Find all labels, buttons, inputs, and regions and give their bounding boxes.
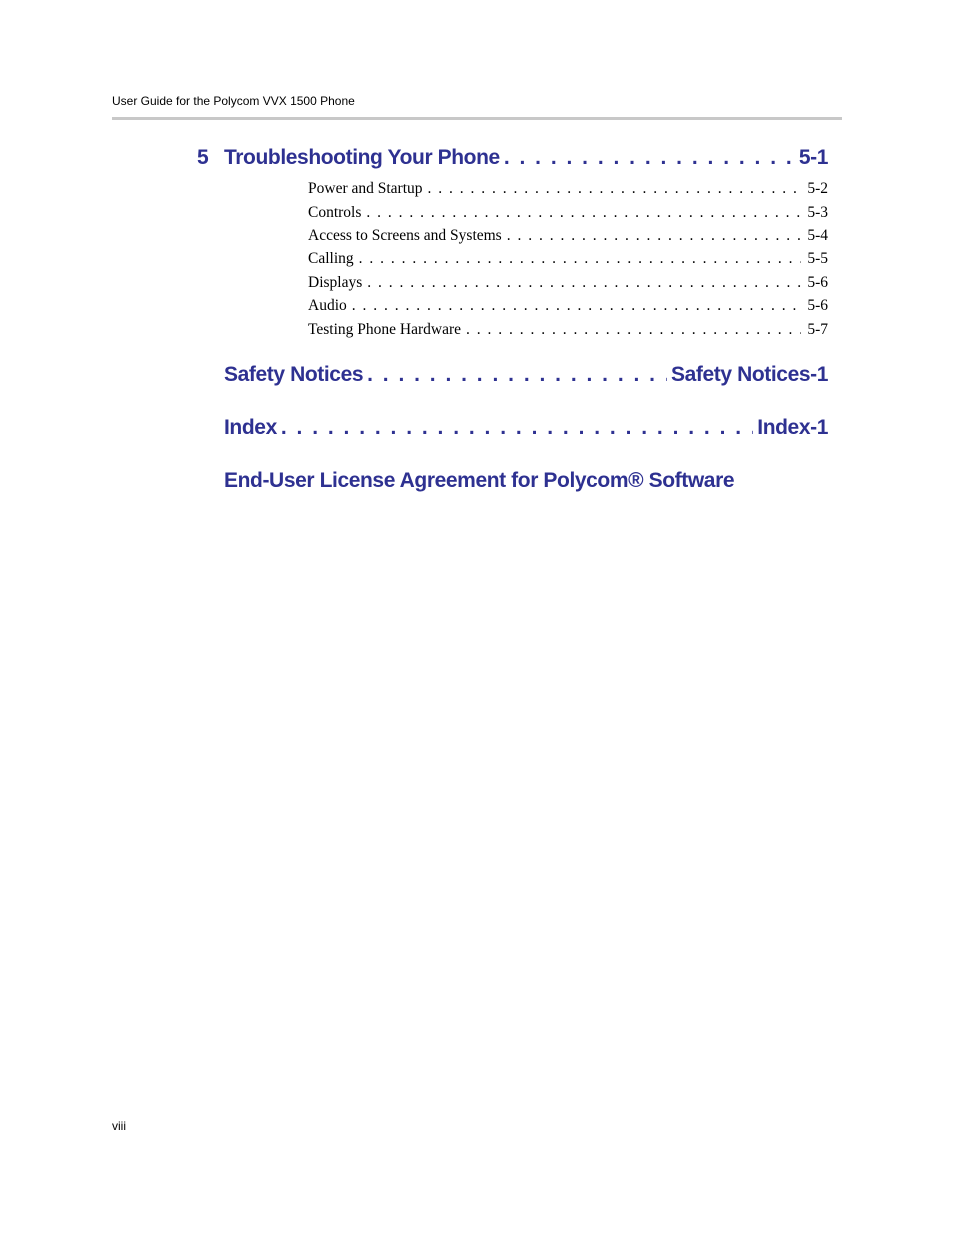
section-title: Controls [308, 204, 362, 221]
toc-section[interactable] [308, 227, 828, 245]
toc-chapter-5[interactable] [197, 146, 828, 170]
toc-index[interactable] [224, 416, 828, 440]
dot-leader [507, 227, 801, 245]
section-page: 5-7 [807, 321, 828, 338]
index-page: Index-1 [757, 416, 828, 439]
toc-section[interactable] [308, 180, 828, 198]
section-page: 5-5 [807, 250, 828, 267]
toc-eula[interactable]: End-User License Agreement for Polycom® Software [224, 469, 735, 492]
header-rule [112, 117, 842, 120]
safety-title: Safety Notices [224, 363, 364, 386]
section-title: Displays [308, 274, 363, 291]
section-title: Access to Screens and Systems [308, 227, 502, 244]
section-page: 5-6 [807, 274, 828, 291]
toc-section[interactable] [308, 321, 828, 339]
toc-section[interactable] [308, 204, 828, 222]
running-header: User Guide for the Polycom VVX 1500 Phone [112, 94, 355, 108]
section-page: 5-3 [807, 204, 828, 221]
section-page: 5-6 [807, 297, 828, 314]
toc-section[interactable] [308, 250, 828, 268]
toc-section[interactable] [308, 274, 828, 292]
toc-safety-notices[interactable] [224, 363, 828, 387]
section-title: Audio [308, 297, 347, 314]
dot-leader [352, 297, 801, 315]
dot-leader [367, 363, 667, 387]
dot-leader [466, 321, 801, 339]
section-title: Power and Startup [308, 180, 423, 197]
section-page: 5-2 [807, 180, 828, 197]
chapter-number: 5 [197, 146, 209, 169]
section-title: Calling [308, 250, 354, 267]
dot-leader [359, 250, 801, 268]
toc-section[interactable] [308, 297, 828, 315]
dot-leader [281, 416, 753, 440]
dot-leader [367, 274, 801, 292]
dot-leader [504, 146, 795, 170]
page-number: viii [112, 1119, 126, 1133]
dot-leader [366, 204, 801, 222]
safety-page: Safety Notices-1 [671, 363, 828, 386]
dot-leader [428, 180, 801, 198]
section-page: 5-4 [807, 227, 828, 244]
index-title: Index [224, 416, 277, 439]
chapter-page: 5-1 [798, 146, 828, 169]
section-title: Testing Phone Hardware [308, 321, 462, 338]
chapter-title: Troubleshooting Your Phone [224, 146, 500, 169]
